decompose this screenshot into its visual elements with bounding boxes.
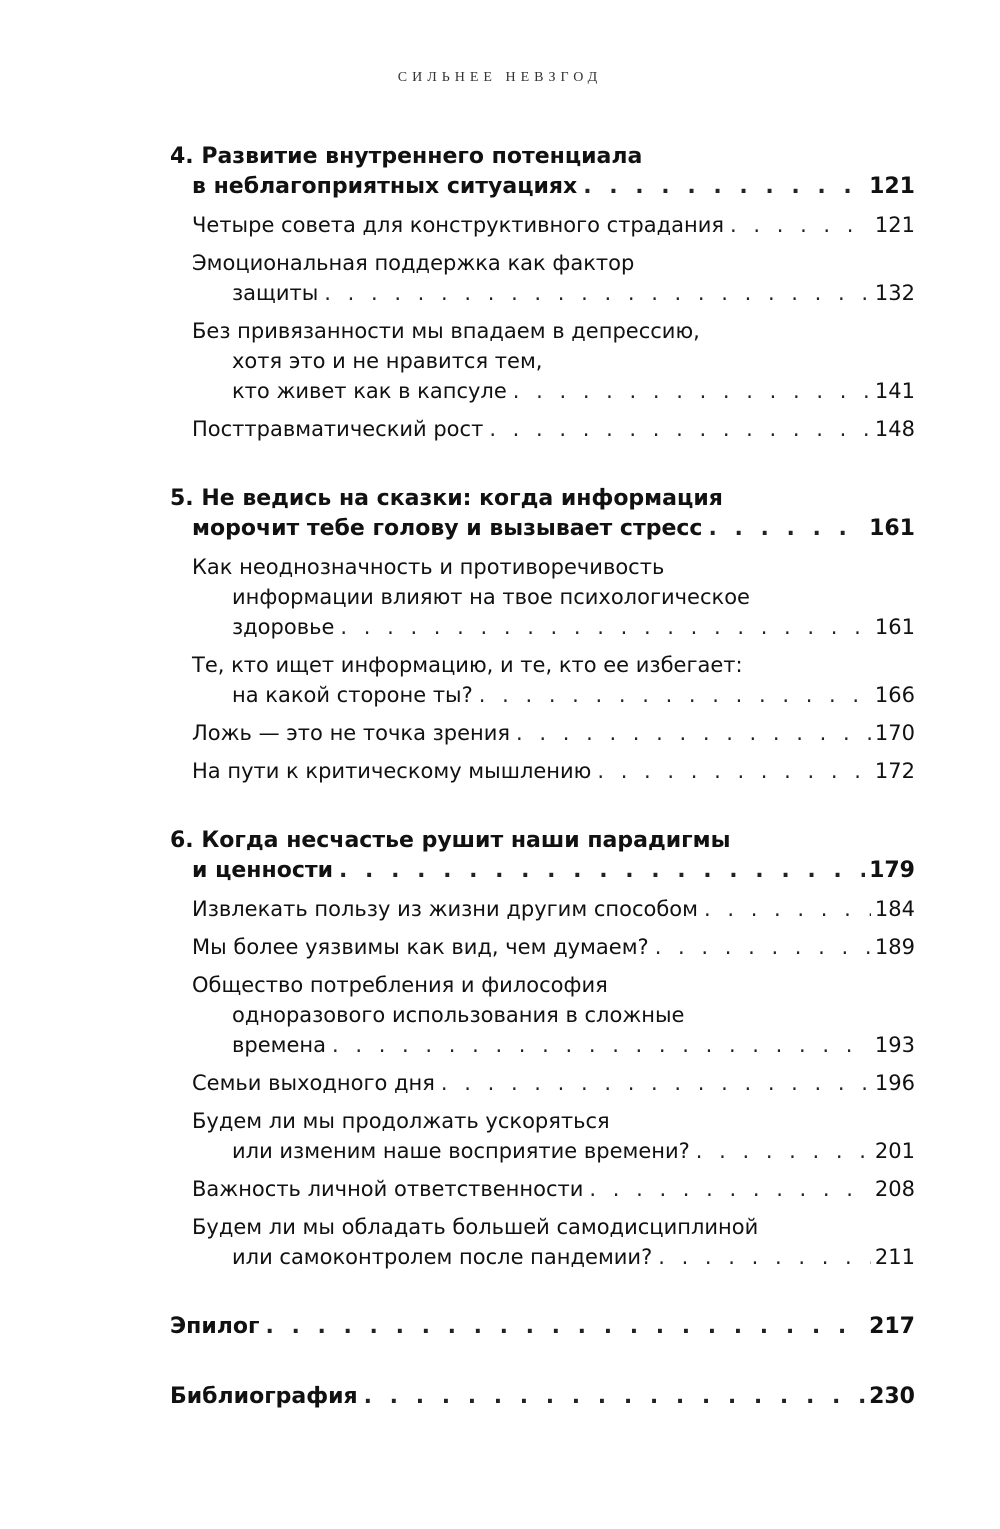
page-number: 121 bbox=[869, 174, 915, 199]
table-of-contents bbox=[170, 142, 915, 1452]
section-title-line: Как неоднозначность и противоречивость bbox=[192, 555, 665, 579]
section-title-line: Семьи выходного дня bbox=[192, 1071, 435, 1095]
bibliography-entry[interactable] bbox=[170, 1382, 915, 1412]
section-title-line: одноразового использования в сложные bbox=[232, 1003, 685, 1027]
leader-dots bbox=[597, 756, 871, 786]
section-title-line: Общество потребления и философия bbox=[192, 973, 608, 997]
page-number: 161 bbox=[874, 615, 915, 639]
section-title-line: Извлекать пользу из жизни другим способом bbox=[192, 897, 698, 921]
page-number: 166 bbox=[874, 683, 915, 707]
chapter-6-entry[interactable] bbox=[170, 826, 915, 886]
page-number: 161 bbox=[869, 516, 915, 541]
section-title-line: Посттравматический рост bbox=[192, 417, 484, 441]
chapter-title-line: 4. Развитие внутреннего потенциала bbox=[170, 144, 643, 169]
chapter-title-line: 5. Не ведись на сказки: когда информация bbox=[170, 486, 723, 511]
page-number: 172 bbox=[874, 759, 915, 783]
leader-dots bbox=[324, 278, 871, 308]
page-number: 132 bbox=[874, 281, 915, 305]
toc-section-entry[interactable] bbox=[170, 894, 915, 924]
section-title-line: хотя это и не нравится тем, bbox=[232, 349, 543, 373]
toc-section-entry[interactable] bbox=[170, 414, 915, 444]
page-number: 121 bbox=[874, 213, 915, 237]
toc-section-entry[interactable] bbox=[170, 970, 915, 1060]
leader-dots bbox=[489, 414, 871, 444]
page-number: 184 bbox=[874, 897, 915, 921]
running-head: СИЛЬНЕЕ НЕВЗГОД bbox=[397, 70, 603, 85]
leader-dots bbox=[479, 680, 871, 710]
leader-dots bbox=[339, 856, 865, 886]
section-title-line: Будем ли мы продолжать ускоряться bbox=[192, 1109, 610, 1133]
toc-section-entry[interactable] bbox=[170, 756, 915, 786]
toc-section-entry[interactable] bbox=[170, 1174, 915, 1204]
leader-dots bbox=[589, 1174, 871, 1204]
page-number: 201 bbox=[874, 1139, 915, 1163]
page-number: 196 bbox=[874, 1071, 915, 1095]
toc-section-entry[interactable] bbox=[170, 1106, 915, 1166]
section-title-line: на какой стороне ты? bbox=[232, 683, 473, 707]
toc-section-entry[interactable] bbox=[170, 650, 915, 710]
leader-dots bbox=[658, 1242, 871, 1272]
toc-section-entry[interactable] bbox=[170, 316, 915, 406]
page-number: 208 bbox=[874, 1177, 915, 1201]
chapter-title-line: и ценности bbox=[192, 858, 334, 883]
section-title-line: или изменим наше восприятие времени? bbox=[232, 1139, 690, 1163]
leader-dots bbox=[513, 376, 871, 406]
chapter-title-line: в неблагоприятных ситуациях bbox=[192, 174, 578, 199]
chapter-4-entry[interactable] bbox=[170, 142, 915, 202]
chapter-5-entry[interactable] bbox=[170, 484, 915, 544]
leader-dots bbox=[441, 1068, 871, 1098]
section-title-line: здоровье bbox=[232, 615, 335, 639]
leader-dots bbox=[340, 612, 871, 642]
section-title-line: Важность личной ответственности bbox=[192, 1177, 584, 1201]
leader-dots bbox=[265, 1312, 865, 1342]
section-title-line: Те, кто ищет информацию, и те, кто ее избегает: bbox=[192, 653, 743, 677]
toc-section-entry[interactable] bbox=[170, 210, 915, 240]
toc-section-entry[interactable] bbox=[170, 552, 915, 642]
toc-section-entry[interactable] bbox=[170, 248, 915, 308]
section-title-line: Эмоциональная поддержка как фактор bbox=[192, 251, 635, 275]
page-number: 141 bbox=[874, 379, 915, 403]
toc-section-entry[interactable] bbox=[170, 932, 915, 962]
page-number: 179 bbox=[869, 858, 915, 883]
epilogue-entry[interactable] bbox=[170, 1312, 915, 1342]
page-number: 230 bbox=[869, 1384, 915, 1409]
leader-dots bbox=[364, 1382, 865, 1412]
section-title-line: времена bbox=[232, 1033, 326, 1057]
leader-dots bbox=[708, 514, 865, 544]
chapter-4-block bbox=[170, 142, 915, 444]
back-matter-title: Эпилог bbox=[170, 1314, 260, 1339]
section-title-line: защиты bbox=[232, 281, 319, 305]
leader-dots bbox=[332, 1030, 871, 1060]
chapter-title-line: 6. Когда несчастье рушит наши парадигмы bbox=[170, 828, 731, 853]
section-title-line: На пути к критическому мышлению bbox=[192, 759, 592, 783]
leader-dots bbox=[655, 932, 871, 962]
leader-dots bbox=[696, 1136, 871, 1166]
page-number: 211 bbox=[874, 1245, 915, 1269]
toc-section-entry[interactable] bbox=[170, 1068, 915, 1098]
toc-section-entry[interactable] bbox=[170, 1212, 915, 1272]
leader-dots bbox=[704, 894, 871, 924]
leader-dots bbox=[583, 172, 865, 202]
leader-dots bbox=[730, 210, 871, 240]
section-title-line: Ложь — это не точка зрения bbox=[192, 721, 511, 745]
page-number: 193 bbox=[874, 1033, 915, 1057]
section-title-line: Четыре совета для конструктивного страдания bbox=[192, 213, 725, 237]
chapter-6-block bbox=[170, 826, 915, 1272]
section-title-line: или самоконтролем после пандемии? bbox=[232, 1245, 653, 1269]
section-title-line: Будем ли мы обладать большей самодисциплиной bbox=[192, 1215, 759, 1239]
leader-dots bbox=[516, 718, 871, 748]
back-matter-title: Библиография bbox=[170, 1384, 358, 1409]
section-title-line: информации влияют на твое психологическое bbox=[232, 585, 750, 609]
section-title-line: кто живет как в капсуле bbox=[232, 379, 507, 403]
section-title-line: Мы более уязвимы как вид, чем думаем? bbox=[192, 935, 649, 959]
chapter-title-line: морочит тебе голову и вызывает стресс bbox=[192, 516, 703, 541]
page-number: 217 bbox=[869, 1314, 915, 1339]
page-number: 189 bbox=[874, 935, 915, 959]
section-title-line: Без привязанности мы впадаем в депрессию, bbox=[192, 319, 700, 343]
toc-section-entry[interactable] bbox=[170, 718, 915, 748]
page-number: 170 bbox=[874, 721, 915, 745]
page-number: 148 bbox=[874, 417, 915, 441]
chapter-5-block bbox=[170, 484, 915, 786]
